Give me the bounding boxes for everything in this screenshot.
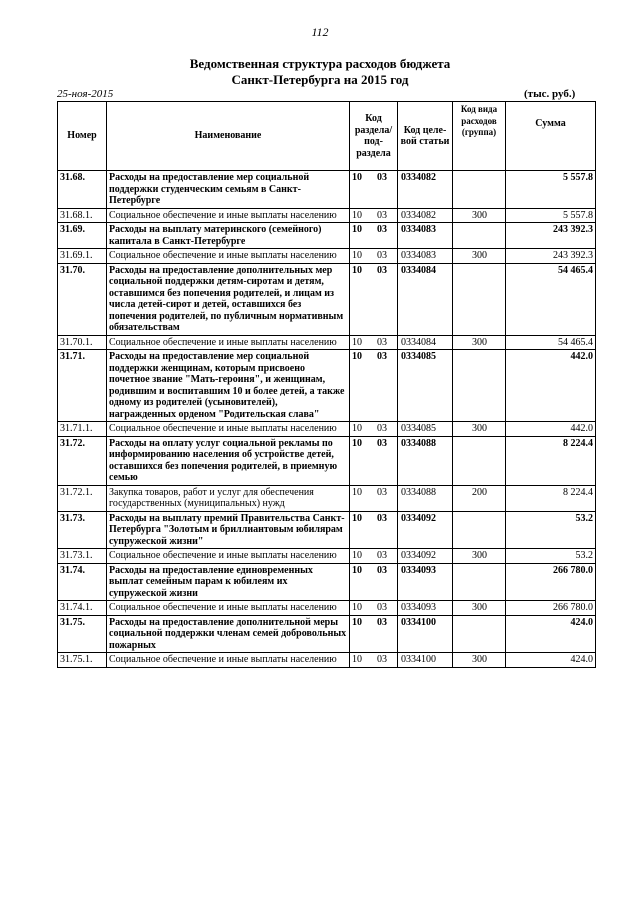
row-number: 31.68.1. <box>58 208 107 223</box>
section-code: 10 <box>352 336 362 348</box>
section-code: 10 <box>352 172 362 183</box>
row-sum: 243 392.3 <box>506 223 596 249</box>
document-title <box>0 56 640 88</box>
row-name: Социальное обеспечение и иные выплаты населению <box>107 249 350 264</box>
subsection-code: 03 <box>377 172 387 183</box>
table-row <box>58 223 596 249</box>
section-code: 10 <box>352 616 362 628</box>
subsection-code: 03 <box>377 512 387 524</box>
row-name: Расходы на предоставление дополнительной меры социальной поддержки членам семей добровольных пожарных <box>107 615 350 653</box>
row-name: Расходы на предоставление мер социальной поддержки студенческим семьям в Санкт-Петербурге <box>107 171 350 209</box>
row-article: 0334084 <box>398 263 453 335</box>
row-group <box>453 263 506 335</box>
row-sum: 424.0 <box>506 653 596 668</box>
row-group: 300 <box>453 422 506 437</box>
row-sum: 5 557.8 <box>506 171 596 209</box>
row-name: Расходы на выплату премий Правительства Санкт-Петербурга "Золотым и бриллиантовым юбилярам супружеской жизни" <box>107 511 350 549</box>
table-row <box>58 485 596 511</box>
section-code: 10 <box>352 423 362 434</box>
row-section <box>350 263 398 335</box>
subsection-code: 03 <box>377 224 387 235</box>
row-group <box>453 436 506 485</box>
row-section <box>350 549 398 564</box>
header-group: Код вида расходов (группа) <box>453 102 506 171</box>
subsection-code: 03 <box>377 550 387 561</box>
subsection-code: 03 <box>377 564 387 576</box>
row-number: 31.71.1. <box>58 422 107 437</box>
row-group <box>453 350 506 422</box>
section-code: 10 <box>352 486 362 498</box>
section-code: 10 <box>352 209 362 221</box>
row-section <box>350 615 398 653</box>
section-code: 10 <box>352 550 362 561</box>
table-row <box>58 436 596 485</box>
row-name: Закупка товаров, работ и услуг для обеспечения государственных (муниципальных) нужд <box>107 485 350 511</box>
row-sum: 442.0 <box>506 422 596 437</box>
row-article: 0334088 <box>398 436 453 485</box>
table-row <box>58 511 596 549</box>
row-article: 0334083 <box>398 249 453 264</box>
row-sum: 442.0 <box>506 350 596 422</box>
row-article: 0334100 <box>398 615 453 653</box>
row-number: 31.71. <box>58 350 107 422</box>
row-article: 0334082 <box>398 208 453 223</box>
subsection-code: 03 <box>377 209 387 221</box>
header-article: Код целе- вой статьи <box>398 102 453 171</box>
row-section <box>350 208 398 223</box>
subsection-code: 03 <box>377 602 387 613</box>
row-group <box>453 171 506 209</box>
row-article: 0334082 <box>398 171 453 209</box>
row-section <box>350 335 398 350</box>
subsection-code: 03 <box>377 437 387 449</box>
section-code: 10 <box>352 564 362 576</box>
row-group: 300 <box>453 208 506 223</box>
table-row <box>58 653 596 668</box>
table-row <box>58 615 596 653</box>
subsection-code: 03 <box>377 616 387 628</box>
table-row <box>58 601 596 616</box>
row-sum: 53.2 <box>506 549 596 564</box>
row-name: Расходы на выплату материнского (семейного) капитала в Санкт-Петербурге <box>107 223 350 249</box>
section-code: 10 <box>352 224 362 235</box>
subsection-code: 03 <box>377 336 387 348</box>
row-name: Социальное обеспечение и иные выплаты населению <box>107 208 350 223</box>
report-date: 25-ноя-2015 <box>57 88 114 100</box>
row-article: 0334100 <box>398 653 453 668</box>
row-sum: 53.2 <box>506 511 596 549</box>
row-name: Социальное обеспечение и иные выплаты населению <box>107 549 350 564</box>
table-row <box>58 422 596 437</box>
section-code: 10 <box>352 250 362 261</box>
row-group <box>453 563 506 601</box>
row-number: 31.68. <box>58 171 107 209</box>
row-name: Социальное обеспечение и иные выплаты населению <box>107 422 350 437</box>
row-article: 0334092 <box>398 549 453 564</box>
subsection-code: 03 <box>377 264 387 276</box>
row-name: Расходы на оплату услуг социальной рекламы по информированию населения об устройстве детей, оставшихся без попечения родителей, в приемную семью <box>107 436 350 485</box>
row-article: 0334093 <box>398 601 453 616</box>
row-section <box>350 249 398 264</box>
row-article: 0334085 <box>398 422 453 437</box>
subsection-code: 03 <box>377 351 387 362</box>
row-group <box>453 223 506 249</box>
row-name: Расходы на предоставление мер социальной поддержки женщинам, которым присвоено почетное звание "Мать-героиня", и женщинам, родившим и воспитавшим 10 и более детей, а также одному из родителей (усыновителей), награжденных орденом "Родительская слава" <box>107 350 350 422</box>
row-number: 31.69.1. <box>58 249 107 264</box>
row-name: Расходы на предоставление единовременных выплат семейным парам к юбилеям их супружеской жизни <box>107 563 350 601</box>
row-article: 0334093 <box>398 563 453 601</box>
section-code: 10 <box>352 654 362 665</box>
row-section <box>350 485 398 511</box>
row-sum: 8 224.4 <box>506 485 596 511</box>
row-number: 31.74. <box>58 563 107 601</box>
row-sum: 424.0 <box>506 615 596 653</box>
row-section <box>350 653 398 668</box>
row-section <box>350 171 398 209</box>
row-name: Социальное обеспечение и иные выплаты населению <box>107 601 350 616</box>
section-code: 10 <box>352 264 362 276</box>
row-article: 0334084 <box>398 335 453 350</box>
row-section <box>350 436 398 485</box>
row-number: 31.69. <box>58 223 107 249</box>
row-section <box>350 601 398 616</box>
table-row <box>58 549 596 564</box>
row-group: 300 <box>453 335 506 350</box>
table-row <box>58 263 596 335</box>
row-name: Расходы на предоставление дополнительных мер социальной поддержки детям-сиротам и детям, оставшимся без попечения родителей, и лицам из числа детей-сирот и детей, оставшихся без попечения родителей, по публичным нормативным обязательствам <box>107 263 350 335</box>
row-name: Социальное обеспечение и иные выплаты населению <box>107 335 350 350</box>
row-group: 300 <box>453 601 506 616</box>
subsection-code: 03 <box>377 250 387 261</box>
row-number: 31.70.1. <box>58 335 107 350</box>
header-number: Номер <box>58 102 107 171</box>
row-section <box>350 511 398 549</box>
table-row <box>58 171 596 209</box>
row-article: 0334088 <box>398 485 453 511</box>
section-code: 10 <box>352 351 362 362</box>
row-name: Социальное обеспечение и иные выплаты населению <box>107 653 350 668</box>
row-group: 300 <box>453 653 506 668</box>
row-number: 31.70. <box>58 263 107 335</box>
row-number: 31.75.1. <box>58 653 107 668</box>
row-sum: 8 224.4 <box>506 436 596 485</box>
row-number: 31.72. <box>58 436 107 485</box>
row-sum: 266 780.0 <box>506 601 596 616</box>
section-code: 10 <box>352 512 362 524</box>
table-row <box>58 208 596 223</box>
row-section <box>350 422 398 437</box>
table-header-row <box>58 102 596 171</box>
header-name: Наименование <box>107 102 350 171</box>
row-sum: 54 465.4 <box>506 263 596 335</box>
row-number: 31.75. <box>58 615 107 653</box>
row-section <box>350 563 398 601</box>
row-group <box>453 615 506 653</box>
table-row <box>58 563 596 601</box>
row-number: 31.74.1. <box>58 601 107 616</box>
section-code: 10 <box>352 602 362 613</box>
row-section <box>350 223 398 249</box>
row-sum: 243 392.3 <box>506 249 596 264</box>
subsection-code: 03 <box>377 654 387 665</box>
row-group: 300 <box>453 549 506 564</box>
header-section: Код раздела/ под- раздела <box>350 102 398 171</box>
row-group <box>453 511 506 549</box>
row-article: 0334083 <box>398 223 453 249</box>
row-sum: 54 465.4 <box>506 335 596 350</box>
header-sum: Сумма <box>506 102 596 171</box>
subsection-code: 03 <box>377 486 387 498</box>
units-label: (тыс. руб.) <box>524 88 576 100</box>
budget-table <box>57 101 596 668</box>
page-number: 112 <box>311 25 329 39</box>
title-line-2: Санкт-Петербурга на 2015 год <box>231 72 409 87</box>
row-group: 200 <box>453 485 506 511</box>
subsection-code: 03 <box>377 423 387 434</box>
row-article: 0334092 <box>398 511 453 549</box>
table-row <box>58 335 596 350</box>
section-code: 10 <box>352 437 362 449</box>
row-number: 31.73.1. <box>58 549 107 564</box>
row-group: 300 <box>453 249 506 264</box>
row-article: 0334085 <box>398 350 453 422</box>
row-sum: 266 780.0 <box>506 563 596 601</box>
row-section <box>350 350 398 422</box>
row-number: 31.73. <box>58 511 107 549</box>
table-row <box>58 249 596 264</box>
title-line-1: Ведомственная структура расходов бюджета <box>189 56 451 71</box>
row-number: 31.72.1. <box>58 485 107 511</box>
row-sum: 5 557.8 <box>506 208 596 223</box>
table-row <box>58 350 596 422</box>
